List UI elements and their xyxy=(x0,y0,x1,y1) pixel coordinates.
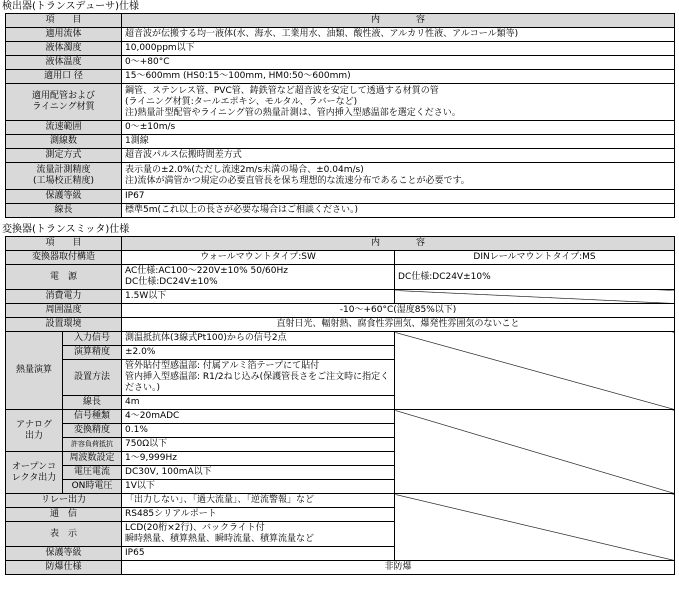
row-label: 線長 xyxy=(6,204,122,218)
table-row xyxy=(6,304,675,318)
transducer-section-title: 検出器(トランスデューサ)仕様 xyxy=(2,1,140,12)
row-value: 非防爆 xyxy=(122,561,675,575)
row-value: LCD(20桁×2行)、バックライト付 瞬時熱量、積算熱量、瞬時流量、積算流量など xyxy=(122,522,395,547)
row-value: -10～+60°C(湿度85%以下) xyxy=(122,304,675,318)
row-label: 周波数設定 xyxy=(63,452,122,466)
table-row xyxy=(6,494,675,508)
table-row xyxy=(6,84,675,121)
header-item: 項 目 xyxy=(6,14,122,28)
table-row xyxy=(6,121,675,135)
row-label: 演算精度 xyxy=(63,346,122,360)
row-label: 測線数 xyxy=(6,135,122,149)
row-label: 防爆仕様 xyxy=(6,561,122,575)
row-value: 「出力しない」、「過大流量」、「逆流警報」など xyxy=(122,494,395,508)
converter-header-row xyxy=(6,237,675,251)
row-label: 表 示 xyxy=(6,522,122,547)
row-label: 適用口 径 xyxy=(6,70,122,84)
row-label: 変換器取付構造 xyxy=(6,251,122,265)
row-value: 4m xyxy=(122,396,395,410)
row-value: 測温抵抗体(3線式Pt100)からの信号2点 xyxy=(122,332,395,346)
diagonal-cell xyxy=(395,332,675,410)
row-label: 保護等級 xyxy=(6,547,122,561)
row-label: 流速範囲 xyxy=(6,121,122,135)
table-row xyxy=(6,135,675,149)
transducer-spec-table xyxy=(5,13,675,218)
row-label: 流量計測精度 (工場校正精度) xyxy=(6,163,122,190)
row-value: 1～9,999Hz xyxy=(122,452,395,466)
group-label-heat: 熱量演算 xyxy=(6,332,63,410)
table-row xyxy=(6,290,675,304)
power-wall-value: AC仕様:AC100～220V±10% 50/60Hz DC仕様:DC24V±10% xyxy=(122,265,395,290)
table-row xyxy=(6,561,675,575)
mount-din-value: DINレールマウントタイプ:MS xyxy=(395,251,675,265)
row-label: リレー出力 xyxy=(6,494,122,508)
header-content: 内 容 xyxy=(122,237,675,251)
row-label: 電 源 xyxy=(6,265,122,290)
converter-section-title: 変換器(トランスミッタ)仕様 xyxy=(2,224,130,235)
row-value: IP67 xyxy=(122,190,675,204)
row-value: 1.5W以下 xyxy=(122,290,395,304)
row-label: 入力信号 xyxy=(63,332,122,346)
table-row xyxy=(6,410,675,424)
power-din-value: DC仕様:DC24V±10% xyxy=(395,265,675,290)
row-value: 超音波が伝搬する均一液体(水、海水、工業用水、油類、酸性液、アルカリ性液、アルコール類等) xyxy=(122,28,675,42)
row-value: 4～20mADC xyxy=(122,410,395,424)
transducer-header-row xyxy=(6,14,675,28)
row-value: 15～600mm (HS0:15～100mm, HM0:50～600mm) xyxy=(122,70,675,84)
diagonal-cell xyxy=(395,290,675,304)
row-label: ON時電圧 xyxy=(63,480,122,494)
diagonal-cell xyxy=(395,494,675,561)
table-row xyxy=(6,42,675,56)
row-label: 測定方式 xyxy=(6,149,122,163)
row-label: 適用配管および ライニング材質 xyxy=(6,84,122,121)
row-label: 変換精度 xyxy=(63,424,122,438)
row-label: 液体温度 xyxy=(6,56,122,70)
row-label: 周囲温度 xyxy=(6,304,122,318)
row-value: 直射日光、輻射熱、腐食性雰囲気、爆発性雰囲気のないこと xyxy=(122,318,675,332)
row-label: 許容負荷抵抗 xyxy=(63,438,122,452)
row-label: 電圧電流 xyxy=(63,466,122,480)
row-value: IP65 xyxy=(122,547,395,561)
table-row xyxy=(6,56,675,70)
mount-wall-value: ウォールマウントタイプ:SW xyxy=(122,251,395,265)
row-label: 通 信 xyxy=(6,508,122,522)
row-label: 保護等級 xyxy=(6,190,122,204)
row-value: 管外貼付型感温部: 付属アルミ箔テープにて貼付 管内挿入型感温部: R1/2ねじ込み(保護管長さをご注文時に指定ください。) xyxy=(122,360,395,396)
row-value: ±2.0% xyxy=(122,346,395,360)
header-item: 項 目 xyxy=(6,237,122,251)
row-label: 信号種類 xyxy=(63,410,122,424)
row-value: 1V以下 xyxy=(122,480,395,494)
row-value: 0～+80°C xyxy=(122,56,675,70)
row-label: 設置方法 xyxy=(63,360,122,396)
row-label: 適用流体 xyxy=(6,28,122,42)
row-value: 750Ω以下 xyxy=(122,438,395,452)
row-label: 設置環境 xyxy=(6,318,122,332)
table-row xyxy=(6,190,675,204)
diagonal-cell xyxy=(395,410,675,494)
row-value: 鋼管、ステンレス管、PVC管、鋳鉄管など超音波を安定して透過する材質の管 (ライニング材質:タールエポキシ、モルタル、ラバーなど) 注)熱量計型配管やライニング管の熱量計測は、管内挿入型感温部を選定ください。 xyxy=(122,84,675,121)
row-label: 消費電力 xyxy=(6,290,122,304)
table-row xyxy=(6,204,675,218)
table-row xyxy=(6,318,675,332)
row-value: 10,000ppm以下 xyxy=(122,42,675,56)
power-row xyxy=(6,265,675,290)
table-row xyxy=(6,163,675,190)
table-row xyxy=(6,70,675,84)
row-label: 線長 xyxy=(63,396,122,410)
group-label-open-collector: オープンコ レクタ出力 xyxy=(6,452,63,494)
table-row xyxy=(6,332,675,346)
row-value: 1測線 xyxy=(122,135,675,149)
table-row xyxy=(6,149,675,163)
row-value: 表示量の±2.0%(ただし流速2m/s未満の場合、±0.04m/s) 注)流体が満管かつ規定の必要直管長を保ち理想的な流速分布であることが必要です。 xyxy=(122,163,675,190)
converter-spec-table xyxy=(5,236,675,575)
header-content: 内 容 xyxy=(122,14,675,28)
row-value: 標準5m(これ以上の長さが必要な場合はご相談ください。) xyxy=(122,204,675,218)
group-label-analog: アナログ 出力 xyxy=(6,410,63,452)
table-row xyxy=(6,28,675,42)
row-value: 0.1% xyxy=(122,424,395,438)
mount-row xyxy=(6,251,675,265)
row-value: DC30V, 100mA以下 xyxy=(122,466,395,480)
row-value: 0～±10m/s xyxy=(122,121,675,135)
row-value: 超音波パルス伝搬時間差方式 xyxy=(122,149,675,163)
row-value: RS485シリアルポート xyxy=(122,508,395,522)
row-label: 液体濁度 xyxy=(6,42,122,56)
